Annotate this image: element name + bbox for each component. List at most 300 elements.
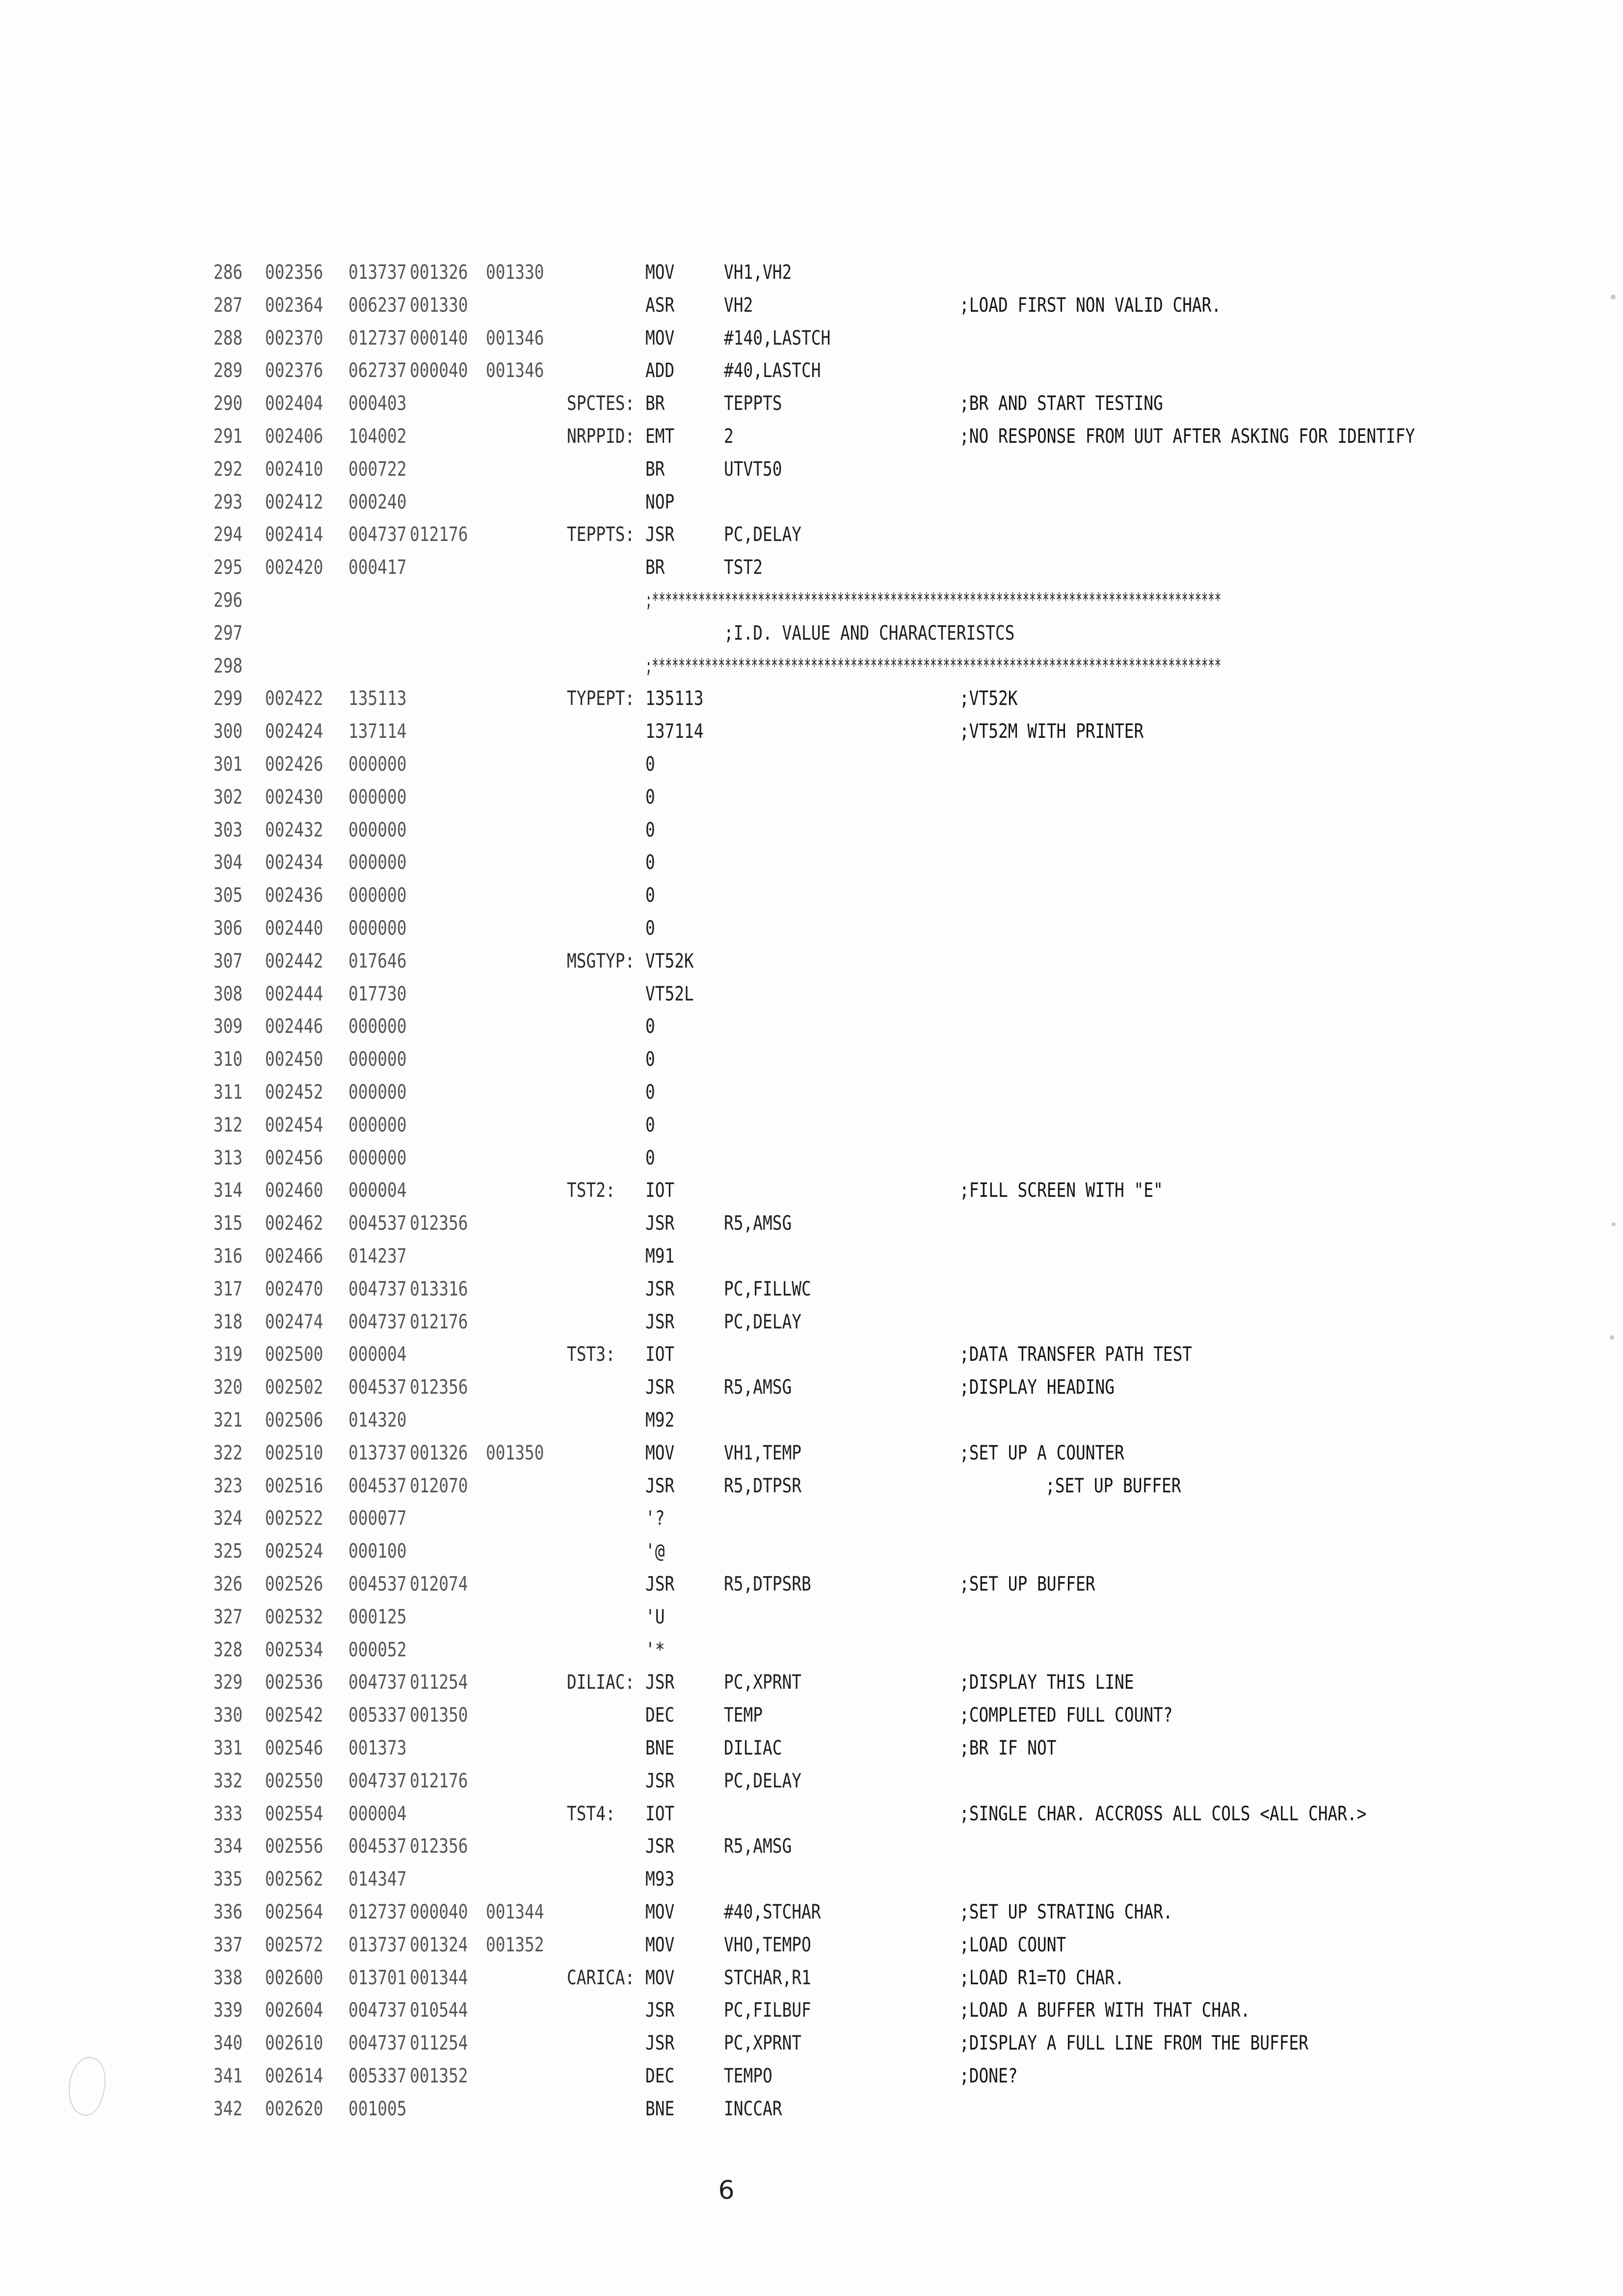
object-word-2: 001326 [410,261,468,284]
opcode: ASR [645,294,675,317]
operands: PC,FILLWC [724,1277,811,1300]
listing-line [0,1209,1623,1238]
opcode: 137114 [645,720,704,743]
listing-line [0,1176,1623,1205]
line-number: 312 [213,1113,243,1136]
address: 002370 [265,326,323,350]
address: 002466 [265,1245,323,1268]
line-number: 324 [213,1507,243,1530]
object-word-1: 000000 [348,1015,407,1038]
line-number: 289 [213,359,243,382]
listing-line [0,684,1623,713]
address: 002532 [265,1605,323,1628]
object-word-2: 000140 [410,326,468,350]
address: 002432 [265,818,323,841]
line-number: 298 [213,654,243,677]
object-word-1: 004737 [348,1671,407,1694]
opcode: IOT [645,1343,675,1366]
object-word-1: 006237 [348,294,407,317]
address: 002440 [265,917,323,940]
opcode: JSR [645,1835,675,1858]
address: 002404 [265,392,323,415]
opcode: M93 [645,1868,675,1891]
line-number: 300 [213,720,243,743]
opcode: JSR [645,1310,675,1333]
listing-line [0,1733,1623,1763]
object-word-1: 004737 [348,1310,407,1333]
operands: ;I.D. VALUE AND CHARACTERISTCS [724,621,1015,645]
opcode: 0 [645,785,655,809]
object-word-1: 001373 [348,1737,407,1759]
listing-line [0,881,1623,910]
line-number: 288 [213,326,243,350]
object-word-1: 000100 [348,1540,407,1563]
line-number: 321 [213,1409,243,1432]
address: 002550 [265,1769,323,1792]
address: 002536 [265,1671,323,1694]
listing-line [0,455,1623,484]
object-word-1: 000004 [348,1179,407,1202]
listing-line [0,619,1623,648]
line-number: 330 [213,1704,243,1727]
listing-line [0,586,1623,615]
address: 002522 [265,1507,323,1530]
object-word-1: 000000 [348,1081,407,1104]
operands: TST2 [724,556,763,579]
operands: #140,LASTCH [724,326,831,350]
line-number: 342 [213,2097,243,2120]
object-word-2: 012070 [410,1474,468,1497]
address: 002356 [265,261,323,284]
line-number: 318 [213,1310,243,1333]
object-word-2: 011254 [410,2032,468,2055]
operands: R5,AMSG [724,1212,792,1235]
comment: ;SET UP STRATING CHAR. [959,1901,1173,1923]
line-number: 292 [213,458,243,481]
opcode: MOV [645,326,675,350]
address: 002412 [265,490,323,513]
comment: ;FILL SCREEN WITH "E" [959,1179,1163,1202]
label: DILIAC: [567,1671,635,1694]
line-number: 338 [213,1966,243,1989]
address: 002554 [265,1802,323,1825]
listing-line [0,1701,1623,1730]
listing-line [0,258,1623,287]
operands: PC,DELAY [724,1310,801,1333]
operands: VH1,VH2 [724,261,792,284]
listing-line [0,487,1623,517]
address: 002364 [265,294,323,317]
comment: ;SET UP A COUNTER [959,1441,1124,1464]
opcode: 0 [645,753,655,776]
object-word-1: 017730 [348,982,407,1005]
object-word-1: 004537 [348,1212,407,1235]
address: 002534 [265,1638,323,1661]
comment: ;SET UP BUFFER [1045,1474,1181,1497]
line-number: 308 [213,982,243,1005]
line-number: 328 [213,1638,243,1661]
object-word-2: 001350 [410,1704,468,1727]
line-number: 307 [213,949,243,972]
line-number: 286 [213,261,243,284]
operands: PC,FILBUF [724,1999,811,2022]
object-word-1: 000722 [348,458,407,481]
address: 002422 [265,687,323,710]
operands: R5,DTPSR [724,1474,801,1497]
object-word-3: 001346 [486,359,544,382]
opcode: MOV [645,261,675,284]
opcode: 0 [645,1048,655,1071]
listing-line [0,946,1623,976]
object-word-1: 000000 [348,1146,407,1169]
object-word-1: 000000 [348,818,407,841]
operands: VHO,TEMPO [724,1933,811,1956]
object-word-1: 017646 [348,949,407,972]
line-number: 331 [213,1737,243,1759]
opcode: MOV [645,1901,675,1923]
operands: TEPPTS [724,392,782,415]
object-word-2: 012356 [410,1835,468,1858]
opcode: M91 [645,1245,675,1268]
listing-line [0,520,1623,549]
object-word-3: 001344 [486,1901,544,1923]
listing-line [0,1569,1623,1599]
line-number: 287 [213,294,243,317]
object-word-2: 000040 [410,359,468,382]
line-number: 293 [213,490,243,513]
opcode: '* [645,1638,665,1661]
opcode: ADD [645,359,675,382]
object-word-1: 000240 [348,490,407,513]
operands: 2 [724,425,734,448]
opcode: '? [645,1507,665,1530]
listing-line [0,1766,1623,1796]
object-word-1: 000403 [348,392,407,415]
address: 002424 [265,720,323,743]
object-word-3: 001350 [486,1441,544,1464]
label: TST4: [567,1802,615,1825]
object-word-1: 013701 [348,1966,407,1989]
address: 002614 [265,2065,323,2087]
opcode: 0 [645,917,655,940]
listing-line [0,1143,1623,1173]
comment: ;BR AND START TESTING [959,392,1163,415]
label: TST2: [567,1179,615,1202]
listing-line [0,651,1623,681]
object-word-2: 012176 [410,523,468,546]
comment: ;DISPLAY THIS LINE [959,1671,1134,1694]
listing-line [0,1799,1623,1829]
object-word-1: 004537 [348,1573,407,1595]
object-word-1: 000125 [348,1605,407,1628]
object-word-1: 004737 [348,2032,407,2055]
opcode: JSR [645,1376,675,1399]
comment: ;DONE? [959,2065,1018,2087]
listing-line [0,1897,1623,1927]
listing-line [0,979,1623,1009]
label: TEPPTS: [567,523,635,546]
object-word-1: 014347 [348,1868,407,1891]
comment: ;DISPLAY HEADING [959,1376,1115,1399]
object-word-2: 012074 [410,1573,468,1595]
object-word-2: 001344 [410,1966,468,1989]
object-word-2: 011254 [410,1671,468,1694]
line-number: 341 [213,2065,243,2087]
opcode: JSR [645,1999,675,2022]
address: 002430 [265,785,323,809]
listing-line [0,1438,1623,1468]
line-number: 337 [213,1933,243,1956]
object-word-1: 000077 [348,1507,407,1530]
address: 002620 [265,2097,323,2120]
line-number: 291 [213,425,243,448]
opcode: VT52L [645,982,694,1005]
object-word-1: 000000 [348,753,407,776]
line-number: 296 [213,589,243,612]
object-word-3: 001352 [486,1933,544,1956]
opcode: '@ [645,1540,665,1563]
address: 002546 [265,1737,323,1759]
address: 002376 [265,359,323,382]
line-number: 290 [213,392,243,415]
object-word-1: 013737 [348,1441,407,1464]
operands: VH1,TEMP [724,1441,801,1464]
object-word-1: 004737 [348,523,407,546]
operands: TEMP [724,1704,763,1727]
listing-line [0,1340,1623,1369]
comment-banner: ;************************************************************************************** [645,654,1222,677]
listing-line [0,783,1623,812]
line-number: 302 [213,785,243,809]
line-number: 340 [213,2032,243,2055]
object-word-1: 013737 [348,261,407,284]
listing-line [0,1537,1623,1566]
listing-line [0,1504,1623,1533]
opcode: IOT [645,1802,675,1825]
comment: ;LOAD A BUFFER WITH THAT CHAR. [959,1999,1251,2022]
object-word-1: 062737 [348,359,407,382]
object-word-1: 005337 [348,1704,407,1727]
listing-line [0,2028,1623,2058]
object-word-1: 014320 [348,1409,407,1432]
comment: ;LOAD COUNT [959,1933,1066,1956]
label: CARICA: [567,1966,635,1989]
listing-line [0,553,1623,582]
object-word-2: 012356 [410,1376,468,1399]
line-number: 335 [213,1868,243,1891]
line-number: 299 [213,687,243,710]
listing-line [0,1110,1623,1140]
line-number: 316 [213,1245,243,1268]
listing-line [0,1996,1623,2025]
line-number: 326 [213,1573,243,1595]
address: 002526 [265,1573,323,1595]
line-number: 332 [213,1769,243,1792]
object-word-1: 004737 [348,1769,407,1792]
opcode: JSR [645,1212,675,1235]
opcode: BNE [645,2097,675,2120]
operands: TEMPO [724,2065,772,2087]
opcode: BR [645,556,665,579]
comment: ;SET UP BUFFER [959,1573,1095,1595]
address: 002452 [265,1081,323,1104]
line-number: 301 [213,753,243,776]
line-number: 320 [213,1376,243,1399]
address: 002454 [265,1113,323,1136]
object-word-2: 001352 [410,2065,468,2087]
opcode: DEC [645,2065,675,2087]
opcode: M92 [645,1409,675,1432]
line-number: 311 [213,1081,243,1104]
label: SPCTES: [567,392,635,415]
operands: INCCAR [724,2097,782,2120]
listing-line [0,1012,1623,1041]
opcode: IOT [645,1179,675,1202]
listing-line [0,2094,1623,2124]
opcode: 0 [645,818,655,841]
address: 002506 [265,1409,323,1432]
address: 002462 [265,1212,323,1235]
comment: ;DISPLAY A FULL LINE FROM THE BUFFER [959,2032,1308,2055]
object-word-1: 004737 [348,1999,407,2022]
opcode: MOV [645,1933,675,1956]
opcode: MOV [645,1441,675,1464]
line-number: 314 [213,1179,243,1202]
address: 002542 [265,1704,323,1727]
operands: PC,DELAY [724,523,801,546]
operands: STCHAR,R1 [724,1966,811,1989]
address: 002600 [265,1966,323,1989]
listing-line [0,1471,1623,1501]
listing-line [0,291,1623,320]
opcode: MOV [645,1966,675,1989]
listing-line [0,422,1623,451]
address: 002410 [265,458,323,481]
object-word-1: 001005 [348,2097,407,2120]
listing-line [0,1832,1623,1861]
address: 002564 [265,1901,323,1923]
listing-line [0,815,1623,845]
listing-line [0,324,1623,353]
line-number: 317 [213,1277,243,1300]
operands: #40,LASTCH [724,359,821,382]
listing-line [0,1864,1623,1894]
listing-line [0,1963,1623,1993]
object-word-1: 000004 [348,1343,407,1366]
object-word-3: 001330 [486,261,544,284]
operands: PC,XPRNT [724,2032,801,2055]
address: 002406 [265,425,323,448]
object-word-1: 000000 [348,1113,407,1136]
opcode: JSR [645,1277,675,1300]
line-number: 323 [213,1474,243,1497]
comment: ;BR IF NOT [959,1737,1057,1759]
address: 002470 [265,1277,323,1300]
listing-line [0,356,1623,385]
opcode: 0 [645,1081,655,1104]
comment: ;COMPLETED FULL COUNT? [959,1704,1173,1727]
paper-speck [1610,1335,1614,1340]
paper-speck [1611,295,1616,299]
object-word-1: 013737 [348,1933,407,1956]
page-number: 6 [718,2176,735,2205]
operands: PC,XPRNT [724,1671,801,1694]
address: 002502 [265,1376,323,1399]
operands: R5,AMSG [724,1376,792,1399]
address: 002460 [265,1179,323,1202]
opcode: 0 [645,884,655,907]
opcode: 135113 [645,687,704,710]
line-number: 305 [213,884,243,907]
opcode: JSR [645,1671,675,1694]
opcode: BNE [645,1737,675,1759]
listing-line [0,1274,1623,1304]
line-number: 336 [213,1901,243,1923]
opcode: 0 [645,851,655,874]
opcode: 0 [645,1113,655,1136]
operands: DILIAC [724,1737,782,1759]
comment: ;VT52K [959,687,1018,710]
object-word-1: 014237 [348,1245,407,1268]
operands: VH2 [724,294,753,317]
line-number: 325 [213,1540,243,1563]
line-number: 304 [213,851,243,874]
address: 002450 [265,1048,323,1071]
listing-line [0,2061,1623,2091]
line-number: 334 [213,1835,243,1858]
object-word-2: 001324 [410,1933,468,1956]
listing-line [0,1307,1623,1337]
opcode: EMT [645,425,675,448]
object-word-1: 004737 [348,1277,407,1300]
line-number: 315 [213,1212,243,1235]
line-number: 319 [213,1343,243,1366]
label: MSGTYP: [567,949,635,972]
address: 002562 [265,1868,323,1891]
object-word-1: 000000 [348,851,407,874]
label: TYPEPT: [567,687,635,710]
address: 002604 [265,1999,323,2022]
line-number: 327 [213,1605,243,1628]
listing-line [0,1405,1623,1435]
line-number: 303 [213,818,243,841]
opcode: JSR [645,1769,675,1792]
opcode: BR [645,458,665,481]
object-word-2: 012176 [410,1769,468,1792]
address: 002444 [265,982,323,1005]
address: 002516 [265,1474,323,1497]
object-word-2: 013316 [410,1277,468,1300]
object-word-2: 001330 [410,294,468,317]
label: TST3: [567,1343,615,1366]
opcode: 0 [645,1146,655,1169]
object-word-1: 012737 [348,326,407,350]
object-word-1: 104002 [348,425,407,448]
address: 002474 [265,1310,323,1333]
object-word-1: 004537 [348,1474,407,1497]
comment: ;NO RESPONSE FROM UUT AFTER ASKING FOR IDENTIFY [959,425,1415,448]
comment: ;VT52M WITH PRINTER [959,720,1144,743]
listing-line [0,848,1623,877]
listing-line [0,1078,1623,1107]
address: 002556 [265,1835,323,1858]
object-word-1: 000417 [348,556,407,579]
object-word-1: 000004 [348,1802,407,1825]
opcode: JSR [645,1573,675,1595]
comment: ;SINGLE CHAR. ACCROSS ALL COLS <ALL CHAR.> [959,1802,1367,1825]
line-number: 294 [213,523,243,546]
comment: ;DATA TRANSFER PATH TEST [959,1343,1192,1366]
